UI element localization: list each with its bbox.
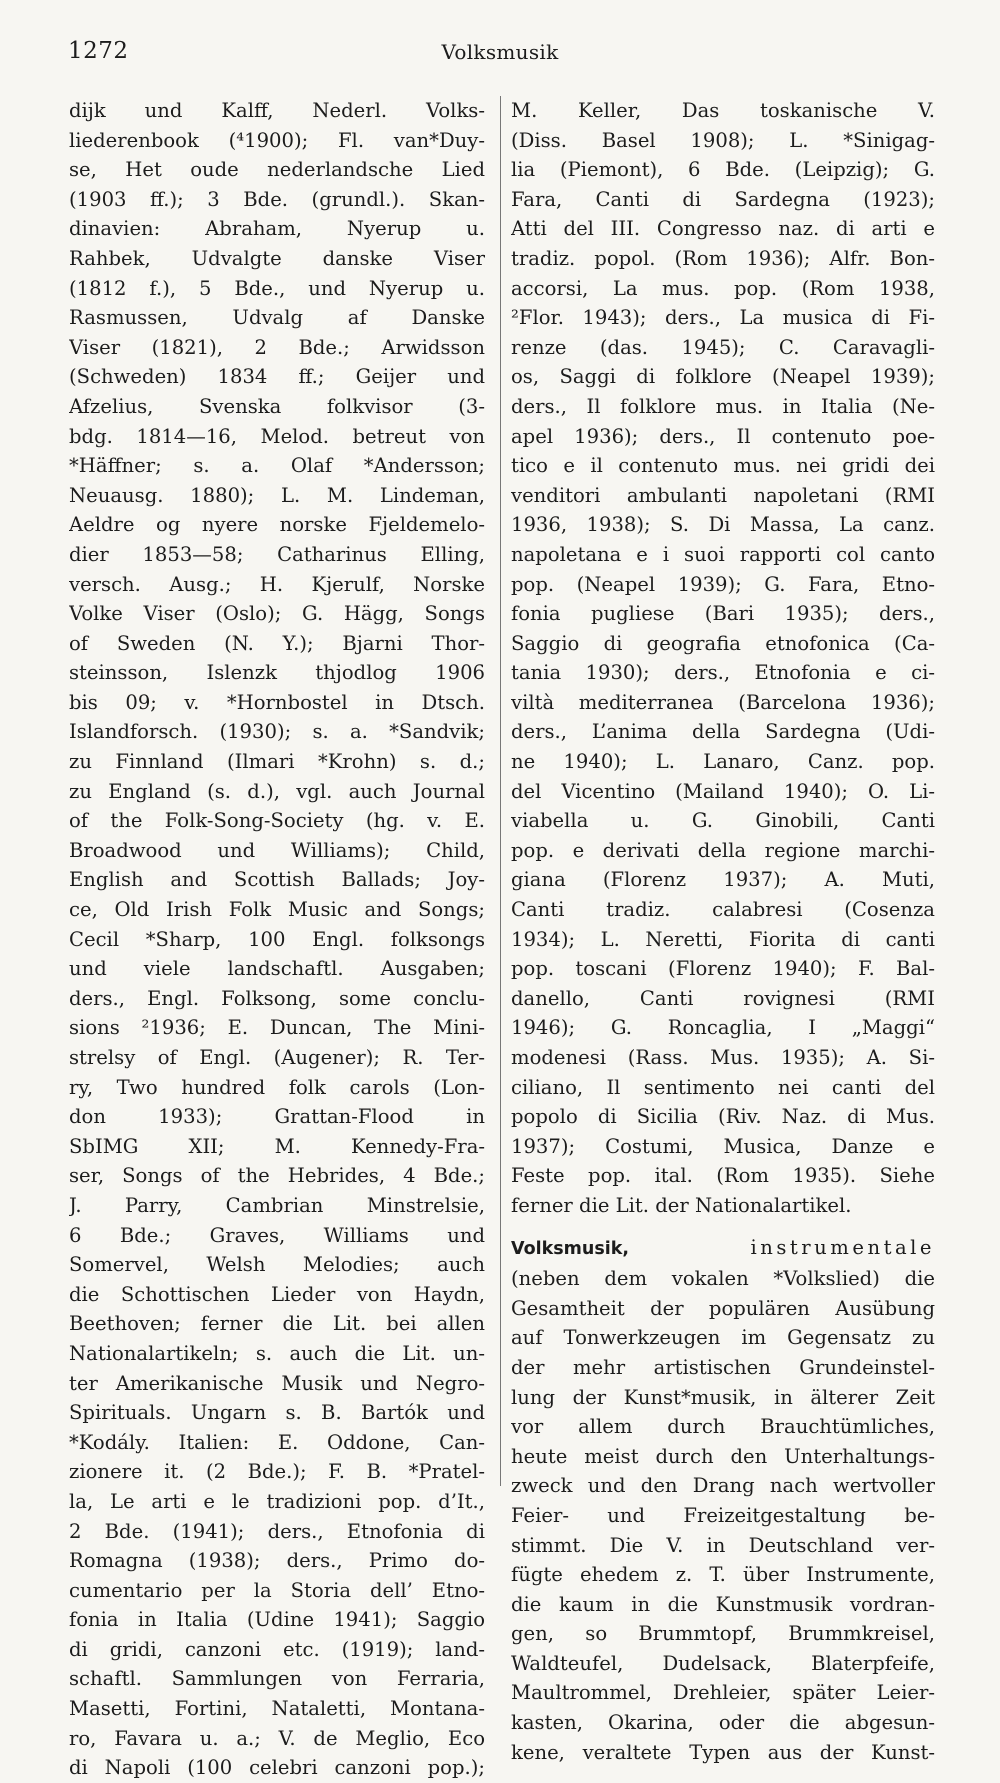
text-line: ders., L’anima della Sardegna (Udi-	[511, 720, 935, 744]
text-line: Feier- und Freizeitgestaltung be-	[511, 1503, 935, 1527]
text-line: ciliano, Il sentimento nei canti del	[511, 1075, 935, 1099]
entry-first-line	[511, 1233, 935, 1265]
text-line: Viser (1821), 2 Bde.; Arwidsson	[69, 335, 485, 359]
text-line: die Schottischen Lieder von Haydn,	[69, 1282, 485, 1306]
text-line: dijk und Kalff, Nederl. Volks-	[69, 99, 485, 122]
text-line: la, Le arti e le tradizioni pop. d’It.,	[69, 1489, 485, 1513]
text-line: der mehr artistischen Grundeinstel-	[511, 1355, 935, 1379]
text-line: Atti del III. Congresso naz. di arti e	[511, 217, 935, 241]
text-line: liederenbook (⁴1900); Fl. van*Duy-	[69, 128, 485, 152]
text-line: viltà mediterranea (Barcelona 1936);	[511, 690, 935, 714]
right-column-text	[511, 96, 935, 1221]
text-line: Saggio di geografia etnofonica (Ca-	[511, 631, 935, 655]
text-line: ferner die Lit. der Nationalartikel.	[511, 1193, 852, 1217]
text-line: Nationalartikeln; s. auch die Lit. un-	[69, 1341, 485, 1365]
text-line: Canti tradiz. calabresi (Cosenza	[511, 898, 935, 922]
text-line: kene, veraltete Typen aus der Kunst-	[511, 1740, 935, 1764]
text-line: modenesi (Rass. Mus. 1935); A. Si-	[511, 1046, 935, 1069]
text-line: di gridi, canzoni etc. (1919); land-	[69, 1637, 485, 1661]
text-line: pop. toscani (Florenz 1940); F. Bal-	[511, 957, 935, 981]
text-line: bis 09; v. *Hornbostel in Dtsch.	[69, 690, 485, 714]
text-line: pop. e derivati della regione marchi-	[511, 838, 935, 862]
text-line: zu Finnland (Ilmari *Krohn) s. d.;	[69, 750, 485, 774]
page-header	[68, 38, 932, 78]
text-line: Afzelius, Svenska folkvisor (3-	[69, 394, 485, 418]
entry-body	[511, 1264, 935, 1767]
text-line: tico e il contenuto mus. nei gridi dei	[511, 454, 935, 478]
text-line: sions ²1936; E. Duncan, The Mini-	[69, 1016, 485, 1040]
text-line: don 1933); Grattan-Flood in	[69, 1105, 485, 1129]
text-line: Somervel, Welsh Melodies; auch	[69, 1253, 485, 1277]
text-line: strelsy of Engl. (Augener); R. Ter-	[69, 1046, 485, 1069]
text-line: Waldteufel, Dudelsack, Blaterpfeife,	[511, 1651, 935, 1675]
text-line: 1934); L. Neretti, Fiorita di canti	[511, 927, 935, 951]
text-line: ²Flor. 1943); ders., La musica di Fi-	[511, 306, 935, 330]
column-divider	[500, 96, 501, 1486]
text-line: Islandforsch. (1930); s. a. *Sandvik;	[69, 720, 485, 744]
right-column	[511, 96, 935, 1767]
text-line: napoletana e i suoi rapporti col canto	[511, 542, 935, 566]
entry-gap	[511, 1221, 935, 1233]
text-line: heute meist durch den Unterhaltungs-	[511, 1444, 935, 1468]
text-line: versch. Ausg.; H. Kjerulf, Norske	[69, 572, 485, 596]
left-column	[69, 96, 485, 1783]
text-line: (1903 ff.); 3 Bde. (grundl.). Skan-	[69, 187, 485, 211]
text-line: di Napoli (100 celebri canzoni pop.);	[69, 1756, 485, 1780]
text-line: fonia in Italia (Udine 1941); Saggio	[69, 1608, 485, 1632]
text-line: ce, Old Irish Folk Music and Songs;	[69, 898, 485, 922]
text-line: Spirituals. Ungarn s. B. Bartók und	[69, 1401, 485, 1425]
text-line: of the Folk-Song-Society (hg. v. E.	[69, 809, 485, 833]
text-line: ro, Favara u. a.; V. de Meglio, Eco	[69, 1726, 485, 1750]
text-line: ry, Two hundred folk carols (Lon-	[69, 1075, 485, 1099]
text-line: pop. (Neapel 1939); G. Fara, Etno-	[511, 572, 935, 596]
text-line: bdg. 1814—16, Melod. betreut von	[69, 424, 485, 448]
text-line: ders., Il folklore mus. in Italia (Ne-	[511, 394, 935, 418]
text-line: Cecil *Sharp, 100 Engl. folksongs	[69, 927, 485, 951]
text-line: fügte ehedem z. T. über Instrumente,	[511, 1563, 935, 1587]
text-line: accorsi, La mus. pop. (Rom 1938,	[511, 276, 935, 300]
text-line: Neuausg. 1880); L. M. Lindeman,	[69, 483, 485, 507]
text-line: ser, Songs of the Hebrides, 4 Bde.;	[69, 1164, 485, 1188]
text-line: Rahbek, Udvalgte danske Viser	[69, 246, 485, 270]
text-line: (neben dem vokalen *Volkslied) die	[511, 1267, 935, 1291]
entry-volksmusik	[511, 1233, 935, 1768]
text-line: Maultrommel, Drehleier, später Leier-	[511, 1681, 935, 1705]
text-line: J. Parry, Cambrian Minstrelsie,	[69, 1193, 485, 1217]
text-line: ne 1940); L. Lanaro, Canz. pop.	[511, 750, 935, 774]
text-line: M. Keller, Das toskanische V.	[511, 99, 935, 122]
text-line: cumentario per la Storia dell’ Etno-	[69, 1578, 485, 1602]
text-line: giana (Florenz 1937); A. Muti,	[511, 868, 935, 892]
text-line: (1812 f.), 5 Bde., und Nyerup u.	[69, 276, 485, 300]
text-line: Broadwood und Williams); Child,	[69, 838, 485, 862]
text-line: del Vicentino (Mailand 1940); O. Li-	[511, 779, 935, 803]
text-line: Romagna (1938); ders., Primo do-	[69, 1549, 485, 1573]
text-line: apel 1936); ders., Il contenuto poe-	[511, 424, 935, 448]
text-line: zu England (s. d.), vgl. auch Journal	[69, 779, 485, 803]
text-line: venditori ambulanti napoletani (RMI	[511, 483, 935, 507]
text-line: Masetti, Fortini, Nataletti, Montana-	[69, 1697, 485, 1721]
text-line: Feste pop. ital. (Rom 1935). Siehe	[511, 1164, 935, 1188]
text-line: se, Het oude nederlandsche Lied	[69, 158, 485, 182]
text-line: kasten, Okarina, oder die abgesun-	[511, 1711, 935, 1735]
text-line: und viele landschaftl. Ausgaben;	[69, 957, 485, 981]
text-line: stimmt. Die V. in Deutschland ver-	[511, 1533, 935, 1557]
text-line: 1937); Costumi, Musica, Danze e	[511, 1134, 935, 1158]
text-line: *Häffner; s. a. Olaf *Andersson;	[69, 454, 485, 478]
text-line: fonia pugliese (Bari 1935); ders.,	[511, 602, 935, 626]
text-line: viabella u. G. Ginobili, Canti	[511, 809, 935, 833]
text-line: dinavien: Abraham, Nyerup u.	[69, 217, 485, 241]
text-line: Beethoven; ferner die Lit. bei allen	[69, 1312, 485, 1336]
text-line: tradiz. popol. (Rom 1936); Alfr. Bon-	[511, 246, 935, 270]
text-line: popolo di Sicilia (Riv. Naz. di Mus.	[511, 1105, 935, 1129]
text-line: 1936, 1938); S. Di Massa, La canz.	[511, 513, 935, 537]
text-line: 6 Bde.; Graves, Williams und	[69, 1223, 485, 1247]
text-line: danello, Canti rovignesi (RMI	[511, 986, 935, 1010]
text-line: die kaum in die Kunstmusik vordran-	[511, 1592, 935, 1616]
text-line: zionere it. (2 Bde.); F. B. *Pratel-	[69, 1460, 485, 1484]
text-line: *Kodály. Italien: E. Oddone, Can-	[69, 1430, 485, 1454]
text-line: Aeldre og nyere norske Fjeldemelo-	[69, 513, 485, 537]
text-line: English and Scottish Ballads; Joy-	[69, 868, 485, 892]
text-line: tania 1930); ders., Etnofonia e ci-	[511, 661, 935, 685]
text-line: lia (Piemont), 6 Bde. (Leipzig); G.	[511, 158, 935, 182]
text-line: (Schweden) 1834 ff.; Geijer und	[69, 365, 485, 389]
page-number: 1272	[68, 38, 129, 64]
running-title: Volksmusik	[441, 40, 559, 64]
text-line: (Diss. Basel 1908); L. *Sinigag-	[511, 128, 935, 152]
text-line: Fara, Canti di Sardegna (1923);	[511, 187, 935, 211]
text-line: 1946); G. Roncaglia, I „Maggi“	[511, 1016, 935, 1040]
text-line: of Sweden (N. Y.); Bjarni Thor-	[69, 631, 485, 655]
text-line: ter Amerikanische Musik und Negro-	[69, 1371, 485, 1395]
text-line: vor allem durch Brauchtümliches,	[511, 1415, 935, 1439]
text-line: Gesamtheit der populären Ausübung	[511, 1296, 935, 1320]
text-line: os, Saggi di folklore (Neapel 1939);	[511, 365, 935, 389]
text-line: Volke Viser (Oslo); G. Hägg, Songs	[69, 602, 485, 626]
text-line: SbIMG XII; M. Kennedy-Fra-	[69, 1134, 485, 1158]
text-line: renze (das. 1945); C. Caravagli-	[511, 335, 935, 359]
text-line: dier 1853—58; Catharinus Elling,	[69, 542, 485, 566]
text-line: gen, so Brummtopf, Brummkreisel,	[511, 1622, 935, 1646]
text-line: zweck und den Drang nach wertvoller	[511, 1474, 935, 1498]
entry-subtitle: instrumentale	[750, 1235, 935, 1259]
text-line: ders., Engl. Folksong, some conclu-	[69, 986, 485, 1010]
text-line: auf Tonwerkzeugen im Gegensatz zu	[511, 1326, 935, 1350]
text-line: lung der Kunst*musik, in älterer Zeit	[511, 1385, 935, 1409]
text-line: 2 Bde. (1941); ders., Etnofonia di	[69, 1519, 485, 1543]
text-line: schaftl. Sammlungen von Ferraria,	[69, 1667, 485, 1691]
text-line: Rasmussen, Udvalg af Danske	[69, 306, 485, 330]
entry-headword: Volksmusik,	[511, 1238, 630, 1259]
text-line: steinsson, Islenzk thjodlog 1906	[69, 661, 485, 685]
